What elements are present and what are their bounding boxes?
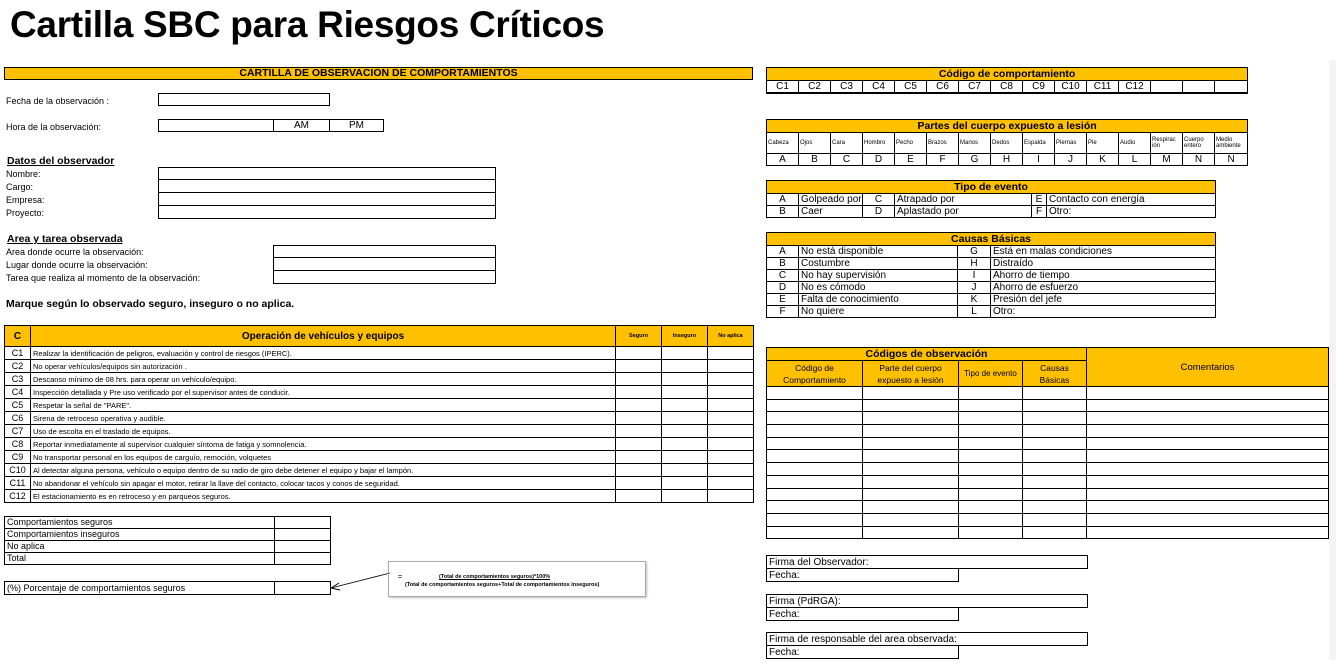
noaplica-cell[interactable]	[708, 451, 754, 464]
evento-text: Otro:	[1047, 206, 1216, 218]
causa-letter: K	[958, 294, 991, 306]
inseguro-cell[interactable]	[662, 360, 708, 373]
parte-name: Manos	[959, 133, 991, 154]
row-text: Uso de escolta en el traslado de equipos.	[31, 425, 616, 438]
row-text: Respetar la señal de "PARE".	[31, 399, 616, 412]
col-c-header: C	[5, 326, 31, 347]
row-text: Sirena de retroceso operativa y audible.	[31, 412, 616, 425]
causa-text: Distraído	[991, 258, 1216, 270]
evento-row	[767, 194, 1216, 206]
summary-label: Comportamientos inseguros	[5, 529, 275, 541]
table-row	[5, 464, 754, 477]
summary-label: Comportamientos seguros	[5, 517, 275, 529]
table-row	[5, 451, 754, 464]
code-cell: C2	[799, 81, 831, 93]
causa-text: Falta de conocimiento	[799, 294, 958, 306]
col-inseguro-header: Inseguro	[662, 326, 708, 347]
code-cell: C4	[863, 81, 895, 93]
parte-name: Respirac ión	[1151, 133, 1183, 154]
table-row	[767, 488, 1329, 501]
formula-numerator: (Total de comportamientos seguros)*100%	[439, 574, 551, 580]
causas-row	[767, 246, 1216, 258]
parte-letter: Ñ	[1215, 154, 1248, 166]
noaplica-cell[interactable]	[708, 347, 754, 360]
observer-name-input[interactable]	[159, 168, 495, 180]
seguro-cell[interactable]	[616, 399, 662, 412]
inseguro-cell[interactable]	[662, 347, 708, 360]
table-row	[5, 412, 754, 425]
table-row	[5, 360, 754, 373]
table-row	[5, 425, 754, 438]
causas-row	[767, 258, 1216, 270]
row-text: Reportar inmediatamente al supervisor cualquier síntoma de fatiga y somnolencia.	[31, 438, 616, 451]
table-row	[767, 425, 1329, 438]
parte-name: Medio ambiente	[1215, 133, 1248, 154]
operation-title: Operación de vehículos y equipos	[31, 326, 616, 347]
obs-col-codigo: Código de Comportamiento	[767, 361, 863, 387]
evento-text: Atrapado por	[895, 194, 1032, 206]
parte-letter: N	[1183, 154, 1215, 166]
inseguro-cell[interactable]	[662, 477, 708, 490]
causa-letter: I	[958, 270, 991, 282]
summary-table	[4, 516, 331, 565]
seguro-cell[interactable]	[616, 347, 662, 360]
firma-fecha[interactable]: Fecha:	[767, 569, 959, 582]
scrollbar[interactable]	[1329, 60, 1336, 660]
parte-letter: E	[895, 154, 927, 166]
parte-letter: A	[767, 154, 799, 166]
causas-row	[767, 282, 1216, 294]
row-text: Inspección detallada y Pre uso verificado por el supervisor antes de conducir.	[31, 386, 616, 399]
causa-text: Costumbre	[799, 258, 958, 270]
codigo-table	[766, 67, 1248, 94]
summary-value[interactable]	[275, 529, 331, 541]
code-cell	[1183, 81, 1215, 93]
table-row	[767, 387, 1329, 400]
parte-name: Ojos	[799, 133, 831, 154]
col-noaplica-header: No aplica	[708, 326, 754, 347]
summary-row	[5, 541, 331, 553]
seguro-cell[interactable]	[616, 425, 662, 438]
noaplica-cell[interactable]	[708, 399, 754, 412]
pm-option[interactable]: PM	[349, 120, 364, 131]
parte-name: Cabeza	[767, 133, 799, 154]
code-cell: C8	[991, 81, 1023, 93]
row-text: Descanso mínimo de 08 hrs. para operar un vehículo/equipo.	[31, 373, 616, 386]
row-text: No operar vehículos/equipos sin autorización .	[31, 360, 616, 373]
evento-letter: F	[1032, 206, 1047, 218]
causa-letter: C	[767, 270, 799, 282]
cartilla-header: CARTILLA DE OBSERVACION DE COMPORTAMIENTOS	[4, 67, 753, 80]
summary-value[interactable]	[275, 517, 331, 529]
table-row	[767, 412, 1329, 425]
seguro-cell[interactable]	[616, 373, 662, 386]
table-row	[767, 437, 1329, 450]
hora-label: Hora de la observación:	[6, 122, 102, 132]
operation-header-row	[5, 326, 754, 347]
parte-name: Cara	[831, 133, 863, 154]
parte-letter: G	[959, 154, 991, 166]
noaplica-cell[interactable]	[708, 438, 754, 451]
row-code: C7	[5, 425, 31, 438]
percentage-table	[4, 581, 331, 595]
row-code: C8	[5, 438, 31, 451]
seguro-cell[interactable]	[616, 412, 662, 425]
causas-title: Causas Básicas	[767, 233, 1216, 246]
tarea-input[interactable]	[274, 271, 495, 283]
codigo-blank-row	[767, 93, 1248, 94]
firma-observador	[766, 555, 1088, 582]
causa-text: No hay supervisión	[799, 270, 958, 282]
row-code: C1	[5, 347, 31, 360]
area-input[interactable]	[274, 246, 495, 258]
partes-table	[766, 119, 1248, 166]
seguro-cell[interactable]	[616, 490, 662, 503]
causa-text: Presión del jefe	[991, 294, 1216, 306]
obs-title: Códigos de observación	[767, 348, 1087, 361]
table-row	[767, 450, 1329, 463]
causa-letter: A	[767, 246, 799, 258]
code-cell: C11	[1087, 81, 1119, 93]
causa-text: Ahorro de esfuerzo	[991, 282, 1216, 294]
firma-fecha[interactable]: Fecha:	[767, 608, 959, 621]
causas-row	[767, 294, 1216, 306]
evento-letter: E	[1032, 194, 1047, 206]
observer-empresa-label: Empresa:	[6, 195, 45, 205]
causa-letter: D	[767, 282, 799, 294]
code-cell: C3	[831, 81, 863, 93]
summary-value[interactable]	[275, 541, 331, 553]
summary-value[interactable]	[275, 553, 331, 565]
causa-text: No quiere	[799, 306, 958, 318]
partes-letters-row	[767, 154, 1248, 166]
row-text: Al detectar alguna persona, vehículo o equipo dentro de su radio de giro debe detener el equipo y bajar el lampón.	[31, 464, 616, 477]
firma-responsable	[766, 632, 1088, 659]
causa-letter: H	[958, 258, 991, 270]
table-row	[767, 475, 1329, 488]
parte-letter: B	[799, 154, 831, 166]
inseguro-cell[interactable]	[662, 399, 708, 412]
evento-text: Contacto con energía	[1047, 194, 1216, 206]
noaplica-cell[interactable]	[708, 464, 754, 477]
parte-letter: H	[991, 154, 1023, 166]
observer-empresa-input[interactable]	[159, 193, 495, 206]
row-code: C6	[5, 412, 31, 425]
causa-letter: E	[767, 294, 799, 306]
causa-text: No está disponible	[799, 246, 958, 258]
row-code: C11	[5, 477, 31, 490]
parte-name: Espalda	[1023, 133, 1055, 154]
seguro-cell[interactable]	[616, 464, 662, 477]
row-code: C3	[5, 373, 31, 386]
evento-text: Golpeado por	[799, 194, 863, 206]
lugar-input[interactable]	[274, 258, 495, 271]
summary-label: No aplica	[5, 541, 275, 553]
table-row	[767, 526, 1329, 539]
seguro-cell[interactable]	[616, 360, 662, 373]
parte-letter: K	[1087, 154, 1119, 166]
parte-name: Pecho	[895, 133, 927, 154]
parte-letter: J	[1055, 154, 1087, 166]
causa-letter: F	[767, 306, 799, 318]
area-label: Area donde ocurre la observación:	[6, 247, 144, 257]
parte-letter: C	[831, 154, 863, 166]
formula-equals: =	[398, 574, 403, 581]
row-code: C10	[5, 464, 31, 477]
causa-letter: B	[767, 258, 799, 270]
causa-text: Otro:	[991, 306, 1216, 318]
row-code: C9	[5, 451, 31, 464]
tarea-label: Tarea que realiza al momento de la observación:	[6, 273, 201, 283]
code-cell	[1215, 81, 1248, 93]
fecha-label: Fecha de la observación :	[6, 96, 110, 106]
col-seguro-header: Seguro	[616, 326, 662, 347]
operation-table	[4, 325, 754, 503]
table-row	[5, 386, 754, 399]
percentage-label: (%) Porcentaje de comportamientos seguros	[5, 582, 275, 595]
hora-input[interactable]	[159, 120, 274, 131]
causa-text: Ahorro de tiempo	[991, 270, 1216, 282]
causa-text: Está en malas condiciones	[991, 246, 1216, 258]
formula-note	[388, 561, 646, 597]
observer-cargo-label: Cargo:	[6, 182, 34, 192]
table-row	[5, 438, 754, 451]
code-cell: C7	[959, 81, 991, 93]
parte-letter: I	[1023, 154, 1055, 166]
fecha-input[interactable]	[158, 93, 330, 106]
code-cell	[1151, 81, 1183, 93]
row-text: No abandonar el vehículo sin apagar el motor, retirar la llave del contacto, colocar tacos y conos de seguridad.	[31, 477, 616, 490]
evento-text: Caer	[799, 206, 863, 218]
parte-letter: L	[1119, 154, 1151, 166]
noaplica-cell[interactable]	[708, 386, 754, 399]
parte-name: Brazos	[927, 133, 959, 154]
causas-row	[767, 306, 1216, 318]
table-row	[5, 399, 754, 412]
table-row	[5, 347, 754, 360]
table-row	[5, 477, 754, 490]
observer-name-label: Nombre:	[6, 169, 41, 179]
partes-names-row	[767, 133, 1248, 154]
inseguro-cell[interactable]	[662, 464, 708, 477]
partes-title: Partes del cuerpo expuesto a lesión	[767, 120, 1248, 133]
inseguro-cell[interactable]	[662, 451, 708, 464]
observer-fields	[158, 167, 496, 219]
seguro-cell[interactable]	[616, 477, 662, 490]
observer-proyecto-label: Proyecto:	[6, 208, 45, 218]
evento-row	[767, 206, 1216, 218]
summary-row	[5, 517, 331, 529]
code-cell: C9	[1023, 81, 1055, 93]
obs-col-causas: Causas Básicas	[1023, 361, 1087, 387]
hora-input-group[interactable]	[158, 119, 384, 132]
codigo-title: Código de comportamiento	[767, 68, 1248, 81]
evento-letter: D	[863, 206, 895, 218]
observer-cargo-input[interactable]	[159, 180, 495, 193]
seguro-cell[interactable]	[616, 438, 662, 451]
inseguro-cell[interactable]	[662, 412, 708, 425]
formula-denominator: (Total de comportamientos seguros+Total de comportamientos inseguros)	[405, 582, 600, 588]
row-text: El estacionamiento es en retroceso y en parqueos seguros.	[31, 490, 616, 503]
firma-label[interactable]: Firma (PdRGA):	[767, 595, 1088, 608]
inseguro-cell[interactable]	[662, 425, 708, 438]
summary-row	[5, 553, 331, 565]
obs-table	[766, 347, 1329, 539]
inseguro-cell[interactable]	[662, 438, 708, 451]
causa-letter: G	[958, 246, 991, 258]
parte-name: Audio	[1119, 133, 1151, 154]
obs-col-parte: Parte del cuerpo expuesto a lesión	[863, 361, 959, 387]
code-cell: C10	[1055, 81, 1087, 93]
seguro-cell[interactable]	[616, 386, 662, 399]
parte-name: Cuerpo entero	[1183, 133, 1215, 154]
inseguro-cell[interactable]	[662, 386, 708, 399]
parte-letter: F	[927, 154, 959, 166]
causas-table	[766, 232, 1216, 318]
parte-name: Hombro	[863, 133, 895, 154]
table-row	[767, 501, 1329, 514]
observer-proyecto-input[interactable]	[159, 206, 495, 218]
noaplica-cell[interactable]	[708, 425, 754, 438]
noaplica-cell[interactable]	[708, 360, 754, 373]
comentarios-header: Comentarios	[1087, 348, 1329, 387]
table-row	[767, 399, 1329, 412]
arrow-icon	[328, 570, 392, 594]
row-code: C2	[5, 360, 31, 373]
parte-name: Piernas	[1055, 133, 1087, 154]
am-option[interactable]: AM	[274, 120, 330, 131]
summary-row	[5, 529, 331, 541]
code-cell: C5	[895, 81, 927, 93]
firma-fecha[interactable]: Fecha:	[767, 646, 959, 659]
page-title: Cartilla SBC para Riesgos Críticos	[10, 4, 605, 45]
causas-row	[767, 270, 1216, 282]
row-text: Realizar la identificación de peligros, evaluación y control de riesgos (IPERC).	[31, 347, 616, 360]
area-section-title: Area y tarea observada	[7, 233, 123, 245]
lugar-label: Lugar donde ocurre la observación:	[6, 260, 148, 270]
code-cell: C1	[767, 81, 799, 93]
parte-name: Pie	[1087, 133, 1119, 154]
row-code: C12	[5, 490, 31, 503]
parte-letter: D	[863, 154, 895, 166]
causa-letter: L	[958, 306, 991, 318]
table-row	[767, 463, 1329, 476]
firma-pdrga	[766, 594, 1088, 621]
percentage-row	[5, 582, 331, 595]
causa-letter: J	[958, 282, 991, 294]
row-code: C5	[5, 399, 31, 412]
table-row	[767, 513, 1329, 526]
noaplica-cell[interactable]	[708, 477, 754, 490]
observer-section-title: Datos del observador	[7, 155, 115, 167]
evento-table	[766, 180, 1216, 218]
parte-letter: M	[1151, 154, 1183, 166]
seguro-cell[interactable]	[616, 451, 662, 464]
causa-text: No es cómodo	[799, 282, 958, 294]
area-fields	[273, 245, 496, 284]
noaplica-cell[interactable]	[708, 412, 754, 425]
noaplica-cell[interactable]	[708, 373, 754, 386]
table-row	[5, 490, 754, 503]
instruction-text: Marque según lo observado seguro, inseguro o no aplica.	[6, 298, 295, 310]
percentage-value[interactable]	[275, 582, 331, 595]
row-code: C4	[5, 386, 31, 399]
evento-letter: C	[863, 194, 895, 206]
inseguro-cell[interactable]	[662, 373, 708, 386]
evento-letter: B	[767, 206, 799, 218]
firma-label[interactable]: Firma del Observador:	[767, 556, 1088, 569]
summary-label: Total	[5, 553, 275, 565]
evento-text: Aplastado por	[895, 206, 1032, 218]
table-row	[5, 373, 754, 386]
evento-letter: A	[767, 194, 799, 206]
codigo-codes-row	[767, 81, 1248, 93]
evento-title: Tipo de evento	[767, 181, 1216, 194]
noaplica-cell[interactable]	[708, 490, 754, 503]
inseguro-cell[interactable]	[662, 490, 708, 503]
code-cell: C12	[1119, 81, 1151, 93]
parte-name: Dedos	[991, 133, 1023, 154]
obs-col-evento: Tipo de evento	[959, 361, 1023, 387]
firma-label[interactable]: Firma de responsable del area observada:	[767, 633, 1088, 646]
row-text: No transportar personal en los equipos de carguío, remoción, volquetes	[31, 451, 616, 464]
code-cell: C6	[927, 81, 959, 93]
